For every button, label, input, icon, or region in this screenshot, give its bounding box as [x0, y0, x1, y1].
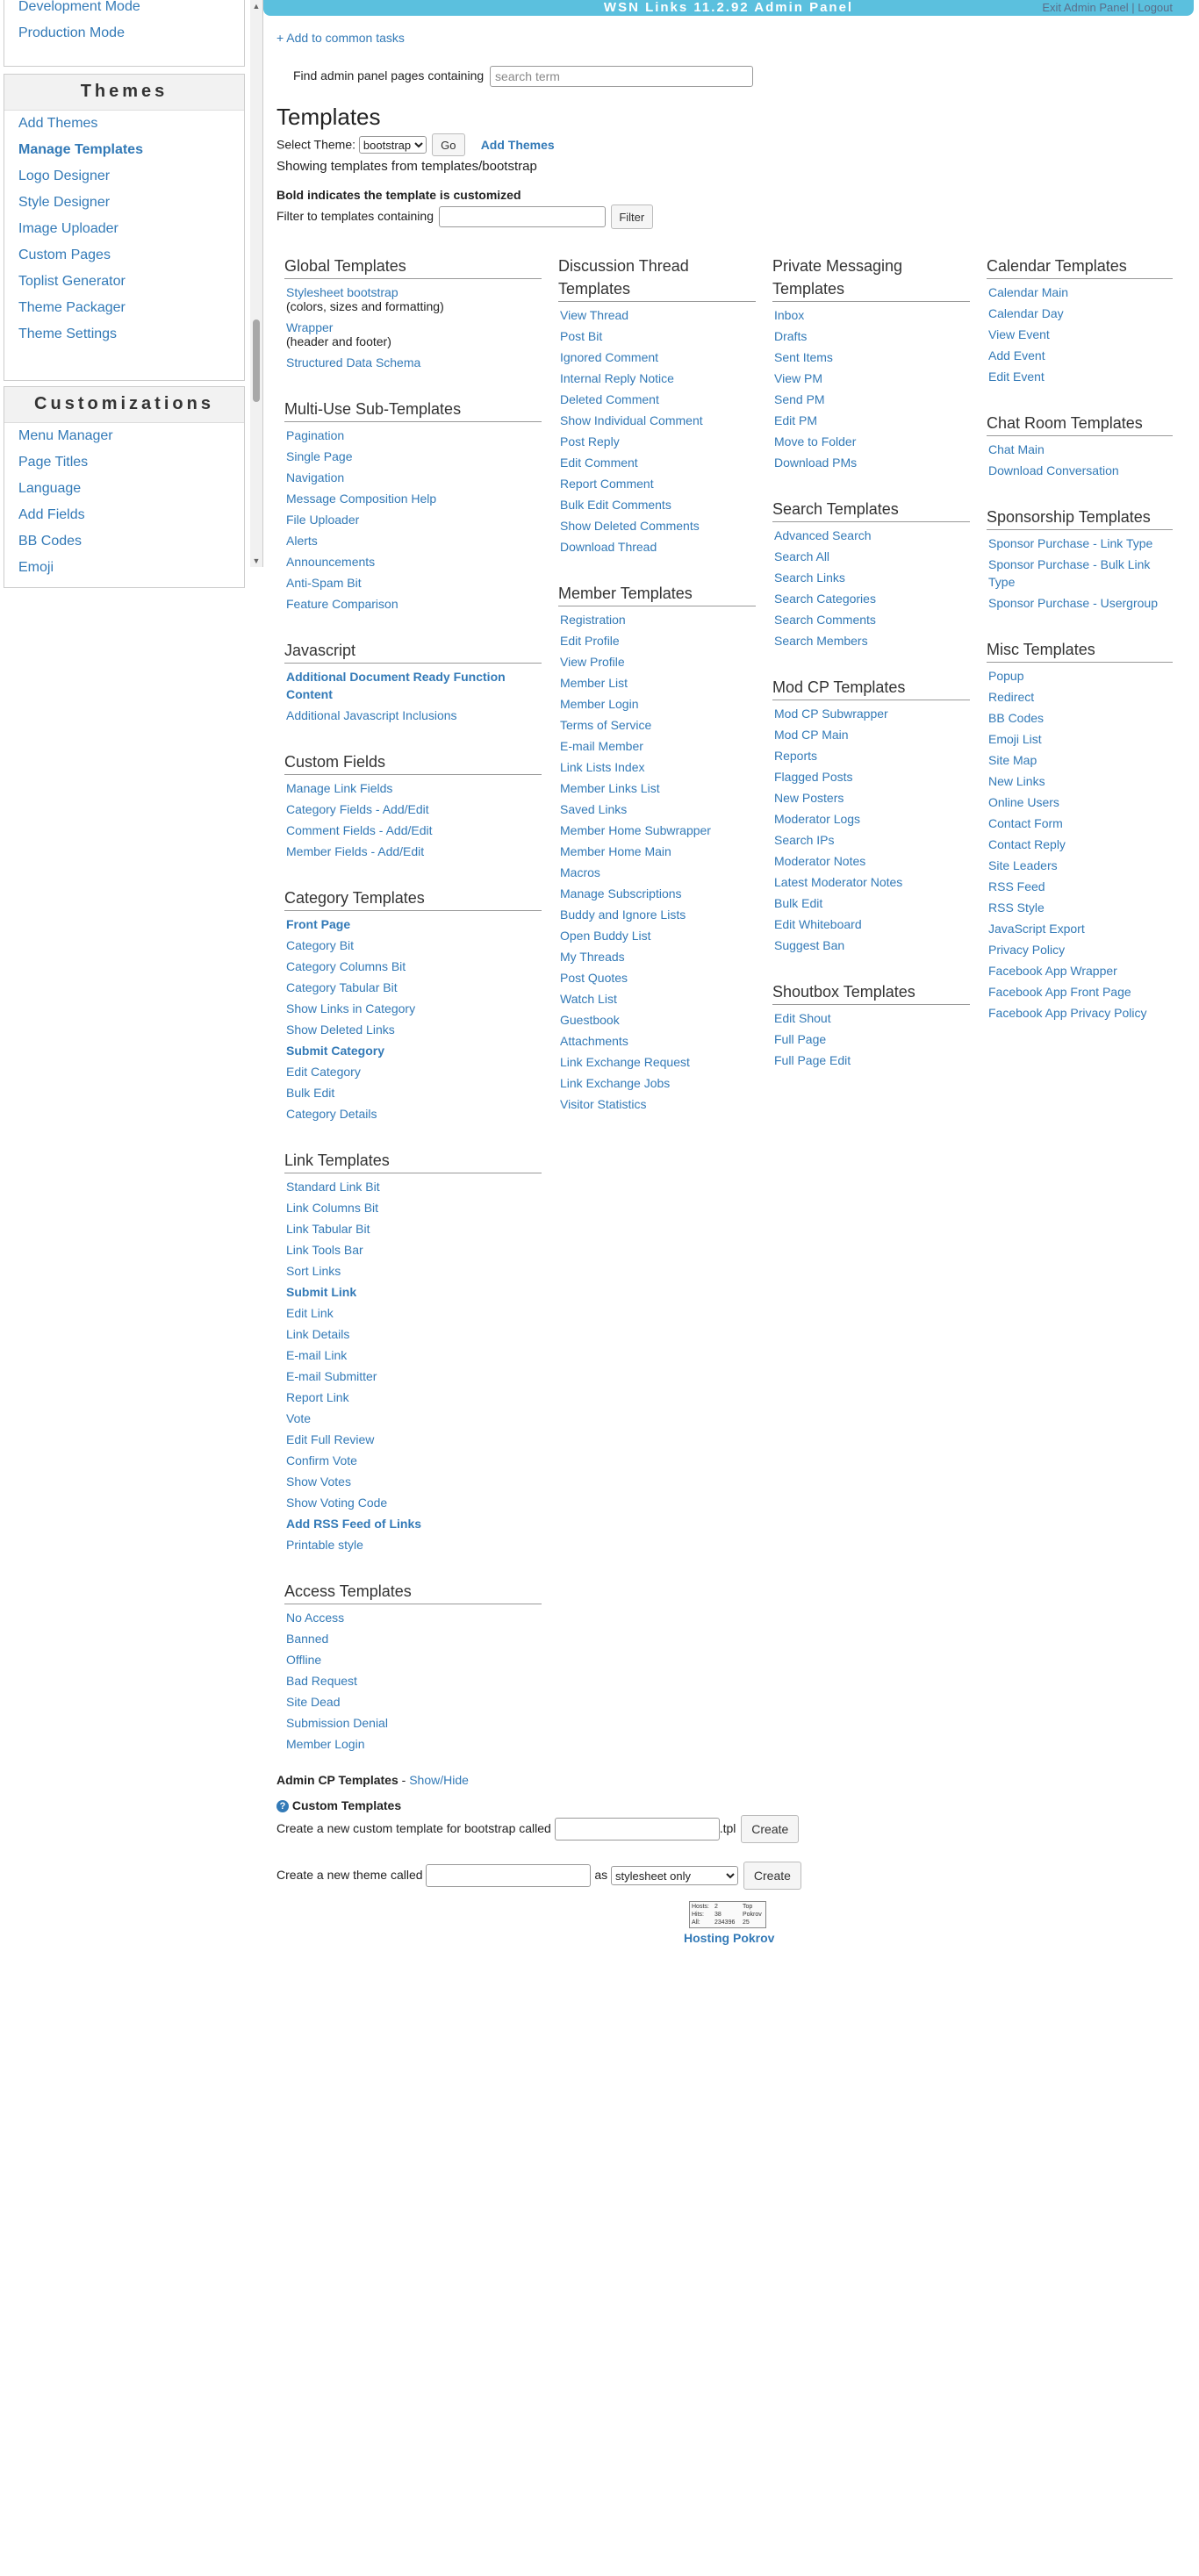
template-list: [987, 436, 1173, 481]
sidebar-mode-box: [4, 0, 245, 67]
template-link-e-mail-submitter[interactable]: E-mail Submitter: [286, 1369, 377, 1383]
template-link-new-links[interactable]: New Links: [988, 774, 1045, 788]
template-link-show-individual-comment[interactable]: Show Individual Comment: [560, 413, 703, 427]
counter-cell: 25: [743, 1919, 750, 1926]
template-link-confirm-vote[interactable]: Confirm Vote: [286, 1453, 357, 1467]
template-link-mod-cp-subwrapper[interactable]: Mod CP Subwrapper: [774, 707, 888, 721]
topbar-separator: |: [1131, 1, 1135, 14]
template-group-title: Misc Templates: [987, 638, 1173, 663]
template-link-facebook-app-wrapper[interactable]: Facebook App Wrapper: [988, 964, 1117, 978]
template-link-anti-spam-bit[interactable]: Anti-Spam Bit: [286, 576, 362, 590]
template-link-category-bit[interactable]: Category Bit: [286, 938, 355, 952]
template-link-navigation[interactable]: Navigation: [286, 470, 345, 484]
template-list: [987, 663, 1173, 1023]
template-group-access-templates: [284, 1580, 542, 1754]
template-link-download-conversation[interactable]: Download Conversation: [988, 463, 1119, 477]
template-list: [284, 775, 542, 862]
template-list: [772, 1005, 970, 1071]
template-link-additional-javascript-inclusions[interactable]: Additional Javascript Inclusions: [286, 708, 457, 722]
template-group-chat-room-templates: [987, 412, 1173, 481]
template-group-title: Private Messaging Templates: [772, 255, 970, 302]
template-link-advanced-search[interactable]: Advanced Search: [774, 528, 872, 542]
template-link-member-login[interactable]: Member Login: [560, 697, 639, 711]
sidebar-item-development-mode[interactable]: Development Mode: [18, 0, 140, 14]
template-link-suggest-ban[interactable]: Suggest Ban: [774, 938, 845, 952]
template-list: [558, 606, 756, 1115]
template-link-macros[interactable]: Macros: [560, 865, 600, 879]
template-group-discussion-thread-templates: [558, 255, 756, 557]
counter-cell: Pokrov: [743, 1912, 762, 1918]
template-link-show-deleted-comments[interactable]: Show Deleted Comments: [560, 519, 700, 533]
scrollbar-thumb[interactable]: [253, 319, 260, 402]
template-link-site-map[interactable]: Site Map: [988, 753, 1037, 767]
template-link-facebook-app-privacy-policy[interactable]: Facebook App Privacy Policy: [988, 1006, 1147, 1020]
admin-cp-templates-label: Admin CP Templates: [276, 1773, 398, 1787]
template-link-add-event[interactable]: Add Event: [988, 348, 1045, 362]
add-themes-link[interactable]: Add Themes: [480, 137, 555, 152]
sidebar-item-emoji[interactable]: Emoji: [18, 560, 54, 575]
template-link-post-reply[interactable]: Post Reply: [560, 434, 620, 448]
custom-templates-label: Custom Templates: [291, 1798, 402, 1812]
template-group-category-templates: [284, 886, 542, 1124]
template-link-edit-comment[interactable]: Edit Comment: [560, 456, 638, 470]
template-link-new-posters[interactable]: New Posters: [774, 791, 844, 805]
template-list: [987, 530, 1173, 614]
add-to-common-tasks-link[interactable]: + Add to common tasks: [276, 31, 405, 45]
template-link-registration[interactable]: Registration: [560, 613, 626, 627]
create-theme-text: Create a new theme called: [276, 1868, 423, 1882]
template-link-edit-profile[interactable]: Edit Profile: [560, 634, 620, 648]
sidebar-item-theme-settings[interactable]: Theme Settings: [18, 326, 118, 341]
counter-cell: Hits:: [692, 1912, 704, 1918]
template-group-title: Access Templates: [284, 1580, 542, 1604]
template-list: [284, 1604, 542, 1754]
template-link-watch-list[interactable]: Watch List: [560, 992, 617, 1006]
sidebar-mode-list: [4, 0, 244, 47]
template-link-bad-request[interactable]: Bad Request: [286, 1674, 357, 1688]
template-link-show-deleted-links[interactable]: Show Deleted Links: [286, 1023, 395, 1037]
template-link-sent-items[interactable]: Sent Items: [774, 350, 833, 364]
template-link-emoji-list[interactable]: Emoji List: [988, 732, 1042, 746]
template-link-member-home-main[interactable]: Member Home Main: [560, 844, 671, 858]
admin-sidebar: [0, 0, 263, 575]
template-link-report-comment[interactable]: Report Comment: [560, 477, 654, 491]
counter-cell: Top: [743, 1904, 753, 1910]
sidebar-customizations-title: Customizations: [4, 387, 244, 423]
sidebar-item-custom-pages[interactable]: Custom Pages: [18, 248, 111, 262]
template-link-facebook-app-front-page[interactable]: Facebook App Front Page: [988, 985, 1131, 999]
template-link-edit-pm[interactable]: Edit PM: [774, 413, 818, 427]
template-link-popup[interactable]: Popup: [988, 669, 1024, 683]
sidebar-item-toplist-generator[interactable]: Toplist Generator: [18, 274, 126, 289]
template-link-edit-link[interactable]: Edit Link: [286, 1306, 334, 1320]
create-template-button[interactable]: Create: [741, 1815, 799, 1843]
template-link-submit-link[interactable]: Submit Link: [286, 1285, 357, 1299]
create-theme-button[interactable]: Create: [743, 1862, 801, 1890]
template-group-private-messaging-templates: [772, 255, 970, 473]
template-group-search-templates: [772, 498, 970, 651]
template-link-feature-comparison[interactable]: Feature Comparison: [286, 597, 398, 611]
template-group-title: Category Templates: [284, 886, 542, 911]
hosting-pokrov-link[interactable]: Hosting Pokrov: [684, 1931, 775, 1945]
template-link-member-home-subwrapper[interactable]: Member Home Subwrapper: [560, 823, 711, 837]
template-link-bb-codes[interactable]: BB Codes: [988, 711, 1045, 725]
filter-row: [276, 204, 653, 229]
theme-type-select[interactable]: [611, 1866, 738, 1885]
template-link-manage-link-fields[interactable]: Manage Link Fields: [286, 781, 393, 795]
template-group-title: Chat Room Templates: [987, 412, 1173, 436]
template-list: [284, 279, 542, 373]
template-link-edit-shout[interactable]: Edit Shout: [774, 1011, 831, 1025]
template-group-title: Sponsorship Templates: [987, 506, 1173, 530]
filter-input[interactable]: [439, 206, 606, 227]
admin-search-input[interactable]: [490, 66, 753, 87]
template-link-move-to-folder[interactable]: Move to Folder: [774, 434, 857, 448]
template-link-moderator-logs[interactable]: Moderator Logs: [774, 812, 861, 826]
template-group-title: Multi-Use Sub-Templates: [284, 398, 542, 422]
filter-button[interactable]: Filter: [611, 205, 653, 229]
template-link-view-event[interactable]: View Event: [988, 327, 1050, 341]
template-link-post-quotes[interactable]: Post Quotes: [560, 971, 628, 985]
sidebar-item-production-mode[interactable]: Production Mode: [18, 25, 125, 40]
template-link-view-profile[interactable]: View Profile: [560, 655, 625, 669]
template-link-buddy-and-ignore-lists[interactable]: Buddy and Ignore Lists: [560, 908, 686, 922]
template-link-member-links-list[interactable]: Member Links List: [560, 781, 660, 795]
template-link-privacy-policy[interactable]: Privacy Policy: [988, 943, 1066, 957]
select-theme-row: [276, 133, 555, 156]
template-link-latest-moderator-notes[interactable]: Latest Moderator Notes: [774, 875, 903, 889]
template-link-moderator-notes[interactable]: Moderator Notes: [774, 854, 866, 868]
sidebar-scrollbar[interactable]: [250, 0, 262, 567]
go-button[interactable]: Go: [432, 133, 465, 156]
template-link-category-fields-add-edit[interactable]: Category Fields - Add/Edit: [286, 802, 429, 816]
template-link-terms-of-service[interactable]: Terms of Service: [560, 718, 652, 732]
template-group-title: Global Templates: [284, 255, 542, 279]
template-link-pagination[interactable]: Pagination: [286, 428, 345, 442]
template-group-calendar-templates: [987, 255, 1173, 387]
template-link-chat-main[interactable]: Chat Main: [988, 442, 1045, 456]
template-link-offline[interactable]: Offline: [286, 1653, 322, 1667]
admin-topbar: [263, 0, 1194, 16]
template-link-my-threads[interactable]: My Threads: [560, 950, 625, 964]
template-list: [558, 302, 756, 557]
template-link-standard-link-bit[interactable]: Standard Link Bit: [286, 1180, 380, 1194]
template-link-redirect[interactable]: Redirect: [988, 690, 1035, 704]
bold-customized-note: Bold indicates the template is customized: [276, 188, 521, 202]
template-link-report-link[interactable]: Report Link: [286, 1390, 349, 1404]
sidebar-item-style-designer[interactable]: Style Designer: [18, 195, 111, 210]
template-link-link-exchange-jobs[interactable]: Link Exchange Jobs: [560, 1076, 671, 1090]
sidebar-item-manage-templates[interactable]: Manage Templates: [18, 142, 143, 157]
template-link-front-page[interactable]: Front Page: [286, 917, 351, 931]
template-group-mod-cp-templates: [772, 676, 970, 956]
new-theme-name-input[interactable]: [426, 1864, 591, 1887]
template-link-link-tools-bar[interactable]: Link Tools Bar: [286, 1243, 363, 1257]
template-link-edit-category[interactable]: Edit Category: [286, 1065, 361, 1079]
template-link-search-categories[interactable]: Search Categories: [774, 592, 876, 606]
template-link-member-login[interactable]: Member Login: [286, 1737, 365, 1751]
template-link-search-links[interactable]: Search Links: [774, 570, 845, 585]
template-link-bulk-edit-comments[interactable]: Bulk Edit Comments: [560, 498, 671, 512]
template-link-open-buddy-list[interactable]: Open Buddy List: [560, 929, 651, 943]
templates-column-3: [772, 255, 970, 1095]
scroll-up-arrow-icon[interactable]: ▲: [252, 2, 261, 11]
logout-link[interactable]: Logout: [1138, 1, 1173, 14]
template-link-show-links-in-category[interactable]: Show Links in Category: [286, 1001, 416, 1015]
template-link-contact-form[interactable]: Contact Form: [988, 816, 1063, 830]
template-link-edit-whiteboard[interactable]: Edit Whiteboard: [774, 917, 862, 931]
template-link-bulk-edit[interactable]: Bulk Edit: [774, 896, 823, 910]
template-link-manage-subscriptions[interactable]: Manage Subscriptions: [560, 886, 682, 901]
new-template-name-input[interactable]: [555, 1818, 720, 1841]
create-theme-row: [276, 1862, 801, 1890]
scroll-down-arrow-icon[interactable]: ▼: [252, 556, 261, 565]
template-link-site-leaders[interactable]: Site Leaders: [988, 858, 1058, 872]
template-group-title: Discussion Thread Templates: [558, 255, 756, 302]
template-group-link-templates: [284, 1149, 542, 1555]
template-link-add-rss-feed-of-links[interactable]: Add RSS Feed of Links: [286, 1517, 422, 1531]
template-group-member-templates: [558, 582, 756, 1115]
template-list: [772, 302, 970, 473]
template-link-flagged-posts[interactable]: Flagged Posts: [774, 770, 853, 784]
admin-search-label: Find admin panel pages containing: [293, 68, 485, 83]
template-link-visitor-statistics[interactable]: Visitor Statistics: [560, 1097, 647, 1111]
template-link-internal-reply-notice[interactable]: Internal Reply Notice: [560, 371, 674, 385]
sidebar-customizations-list: [4, 423, 244, 581]
template-group-title: Custom Fields: [284, 750, 542, 775]
template-list: [772, 700, 970, 956]
template-link-search-all[interactable]: Search All: [774, 549, 830, 563]
template-link-category-columns-bit[interactable]: Category Columns Bit: [286, 959, 406, 973]
template-list: [284, 422, 542, 614]
template-link-member-fields-add-edit[interactable]: Member Fields - Add/Edit: [286, 844, 425, 858]
template-link-saved-links[interactable]: Saved Links: [560, 802, 628, 816]
create-template-row: [276, 1815, 799, 1843]
template-link-site-dead[interactable]: Site Dead: [286, 1695, 341, 1709]
template-group-title: Mod CP Templates: [772, 676, 970, 700]
counter-values: [714, 1903, 735, 1927]
template-group-title: Link Templates: [284, 1149, 542, 1173]
template-link-calendar-main[interactable]: Calendar Main: [988, 285, 1069, 299]
template-group-multi-use-sub-templates: [284, 398, 542, 614]
template-group-title: Shoutbox Templates: [772, 980, 970, 1005]
template-link-additional-document-ready-function-content[interactable]: Additional Document Ready Function Content: [286, 670, 506, 701]
hit-counter-badge[interactable]: [689, 1901, 766, 1928]
template-link-send-pm[interactable]: Send PM: [774, 392, 825, 406]
custom-templates-heading: [276, 1797, 401, 1813]
template-link-link-exchange-request[interactable]: Link Exchange Request: [560, 1055, 690, 1069]
template-link-mod-cp-main[interactable]: Mod CP Main: [774, 728, 849, 742]
page-title: Templates: [276, 104, 381, 130]
topbar-links: [1042, 0, 1173, 16]
template-link-download-pms[interactable]: Download PMs: [774, 456, 858, 470]
template-link-link-details[interactable]: Link Details: [286, 1327, 350, 1341]
template-link-member-list[interactable]: Member List: [560, 676, 628, 690]
template-link-file-uploader[interactable]: File Uploader: [286, 513, 360, 527]
template-link-printable-style[interactable]: Printable style: [286, 1538, 363, 1552]
template-link-inbox[interactable]: Inbox: [774, 308, 805, 322]
template-link-drafts[interactable]: Drafts: [774, 329, 808, 343]
template-list: [284, 664, 542, 726]
templates-column-4: [987, 255, 1173, 1048]
counter-right: [743, 1903, 762, 1927]
admin-cp-templates-row: [276, 1771, 469, 1789]
sidebar-scroll-area: [0, 0, 250, 575]
template-link-submission-denial[interactable]: Submission Denial: [286, 1716, 388, 1730]
template-group-misc-templates: [987, 638, 1173, 1023]
counter-cell: All:: [692, 1919, 700, 1926]
template-link-announcements[interactable]: Announcements: [286, 555, 376, 569]
template-link-ignored-comment[interactable]: Ignored Comment: [560, 350, 659, 364]
template-link-no-access[interactable]: No Access: [286, 1611, 345, 1625]
template-link-banned[interactable]: Banned: [286, 1632, 329, 1646]
template-link-sort-links[interactable]: Sort Links: [286, 1264, 341, 1278]
exit-admin-panel-link[interactable]: Exit Admin Panel: [1042, 1, 1129, 14]
template-link-post-bit[interactable]: Post Bit: [560, 329, 603, 343]
theme-select[interactable]: [359, 136, 427, 154]
template-group-title: Javascript: [284, 639, 542, 664]
template-link-calendar-day[interactable]: Calendar Day: [988, 306, 1064, 320]
template-link-alerts[interactable]: Alerts: [286, 534, 318, 548]
template-link-comment-fields-add-edit[interactable]: Comment Fields - Add/Edit: [286, 823, 433, 837]
help-icon[interactable]: ?: [276, 1800, 289, 1812]
template-group-title: Calendar Templates: [987, 255, 1173, 279]
sidebar-item-theme-packager[interactable]: Theme Packager: [18, 300, 126, 315]
template-link-link-lists-index[interactable]: Link Lists Index: [560, 760, 645, 774]
template-link-submit-category[interactable]: Submit Category: [286, 1044, 385, 1058]
template-link-full-page[interactable]: Full Page: [774, 1032, 827, 1046]
template-link-guestbook[interactable]: Guestbook: [560, 1013, 620, 1027]
admin-cp-separator: -: [398, 1773, 410, 1787]
templates-column-1: [284, 255, 542, 1779]
template-link-sponsor-purchase-link-type[interactable]: Sponsor Purchase - Link Type: [988, 536, 1153, 550]
filter-label: Filter to templates containing: [276, 209, 434, 223]
template-link-rss-style[interactable]: RSS Style: [988, 901, 1045, 915]
template-link-structured-data-schema[interactable]: Structured Data Schema: [286, 355, 421, 370]
sidebar-item-page-titles[interactable]: Page Titles: [18, 455, 89, 470]
template-group-title: Search Templates: [772, 498, 970, 522]
template-link-reports[interactable]: Reports: [774, 749, 818, 763]
template-link-contact-reply[interactable]: Contact Reply: [988, 837, 1066, 851]
template-group-javascript: [284, 639, 542, 726]
topbar-title: WSN Links 11.2.92 Admin Panel: [603, 0, 854, 15]
sidebar-item-menu-manager[interactable]: Menu Manager: [18, 428, 113, 443]
create-template-text: Create a new custom template for bootstrap called: [276, 1821, 551, 1835]
counter-cell: Hosts:: [692, 1904, 709, 1910]
sidebar-item-add-themes[interactable]: Add Themes: [18, 116, 98, 131]
template-link-sponsor-purchase-bulk-link-type[interactable]: Sponsor Purchase - Bulk Link Type: [988, 557, 1151, 589]
template-link-sponsor-purchase-usergroup[interactable]: Sponsor Purchase - Usergroup: [988, 596, 1158, 610]
template-link-search-comments[interactable]: Search Comments: [774, 613, 876, 627]
template-list: [987, 279, 1173, 387]
template-link-edit-event[interactable]: Edit Event: [988, 370, 1045, 384]
template-link-rss-feed[interactable]: RSS Feed: [988, 879, 1045, 893]
template-note: (header and footer): [286, 334, 391, 348]
template-link-bulk-edit[interactable]: Bulk Edit: [286, 1086, 335, 1100]
template-link-attachments[interactable]: Attachments: [560, 1034, 628, 1048]
template-link-javascript-export[interactable]: JavaScript Export: [988, 922, 1085, 936]
admin-search-row: [293, 65, 753, 87]
template-link-full-page-edit[interactable]: Full Page Edit: [774, 1053, 851, 1067]
template-link-view-thread[interactable]: View Thread: [560, 308, 629, 322]
counter-labels: [692, 1903, 709, 1927]
sidebar-customizations-box: [4, 386, 245, 588]
select-theme-label: Select Theme:: [276, 137, 356, 152]
showing-templates-text: Showing templates from templates/bootstrap: [276, 159, 537, 174]
template-link-view-pm[interactable]: View PM: [774, 371, 822, 385]
template-group-title: Member Templates: [558, 582, 756, 606]
template-link-e-mail-link[interactable]: E-mail Link: [286, 1348, 348, 1362]
template-group-custom-fields: [284, 750, 542, 862]
template-link-category-tabular-bit[interactable]: Category Tabular Bit: [286, 980, 398, 994]
template-link-category-details[interactable]: Category Details: [286, 1107, 377, 1121]
template-link-stylesheet-bootstrap[interactable]: Stylesheet bootstrap: [286, 285, 398, 299]
template-group-sponsorship-templates: [987, 506, 1173, 614]
template-link-e-mail-member[interactable]: E-mail Member: [560, 739, 643, 753]
template-group-global-templates: [284, 255, 542, 373]
counter-cell: 38: [714, 1912, 722, 1918]
template-note: (colors, sizes and formatting): [286, 299, 444, 313]
as-text: as: [594, 1868, 608, 1882]
template-list: [284, 911, 542, 1124]
template-link-wrapper[interactable]: Wrapper: [286, 320, 334, 334]
template-link-online-users[interactable]: Online Users: [988, 795, 1059, 809]
template-link-show-votes[interactable]: Show Votes: [286, 1475, 351, 1489]
sidebar-item-bb-codes[interactable]: BB Codes: [18, 534, 83, 549]
counter-cell: 234396: [714, 1919, 736, 1926]
counter-cell: 2: [714, 1904, 718, 1910]
sidebar-themes-list: [4, 111, 244, 348]
template-link-single-page[interactable]: Single Page: [286, 449, 353, 463]
sidebar-item-language[interactable]: Language: [18, 481, 82, 496]
template-link-link-tabular-bit[interactable]: Link Tabular Bit: [286, 1222, 370, 1236]
template-link-vote[interactable]: Vote: [286, 1411, 312, 1425]
sidebar-themes-box: [4, 74, 245, 381]
template-link-edit-full-review[interactable]: Edit Full Review: [286, 1432, 375, 1446]
sidebar-item-add-fields[interactable]: Add Fields: [18, 507, 85, 522]
sidebar-themes-title: Themes: [4, 75, 244, 111]
template-link-deleted-comment[interactable]: Deleted Comment: [560, 392, 659, 406]
template-link-search-ips[interactable]: Search IPs: [774, 833, 835, 847]
template-link-link-columns-bit[interactable]: Link Columns Bit: [286, 1201, 379, 1215]
tpl-suffix: .tpl: [719, 1821, 736, 1835]
show-hide-link[interactable]: Show/Hide: [409, 1773, 469, 1787]
sidebar-item-logo-designer[interactable]: Logo Designer: [18, 169, 111, 183]
template-link-message-composition-help[interactable]: Message Composition Help: [286, 492, 437, 506]
templates-column-2: [558, 255, 756, 1139]
template-list: [284, 1173, 542, 1555]
template-link-search-members[interactable]: Search Members: [774, 634, 868, 648]
template-group-shoutbox-templates: [772, 980, 970, 1071]
template-link-download-thread[interactable]: Download Thread: [560, 540, 657, 554]
template-list: [772, 522, 970, 651]
sidebar-item-image-uploader[interactable]: Image Uploader: [18, 221, 118, 236]
template-link-show-voting-code[interactable]: Show Voting Code: [286, 1496, 388, 1510]
